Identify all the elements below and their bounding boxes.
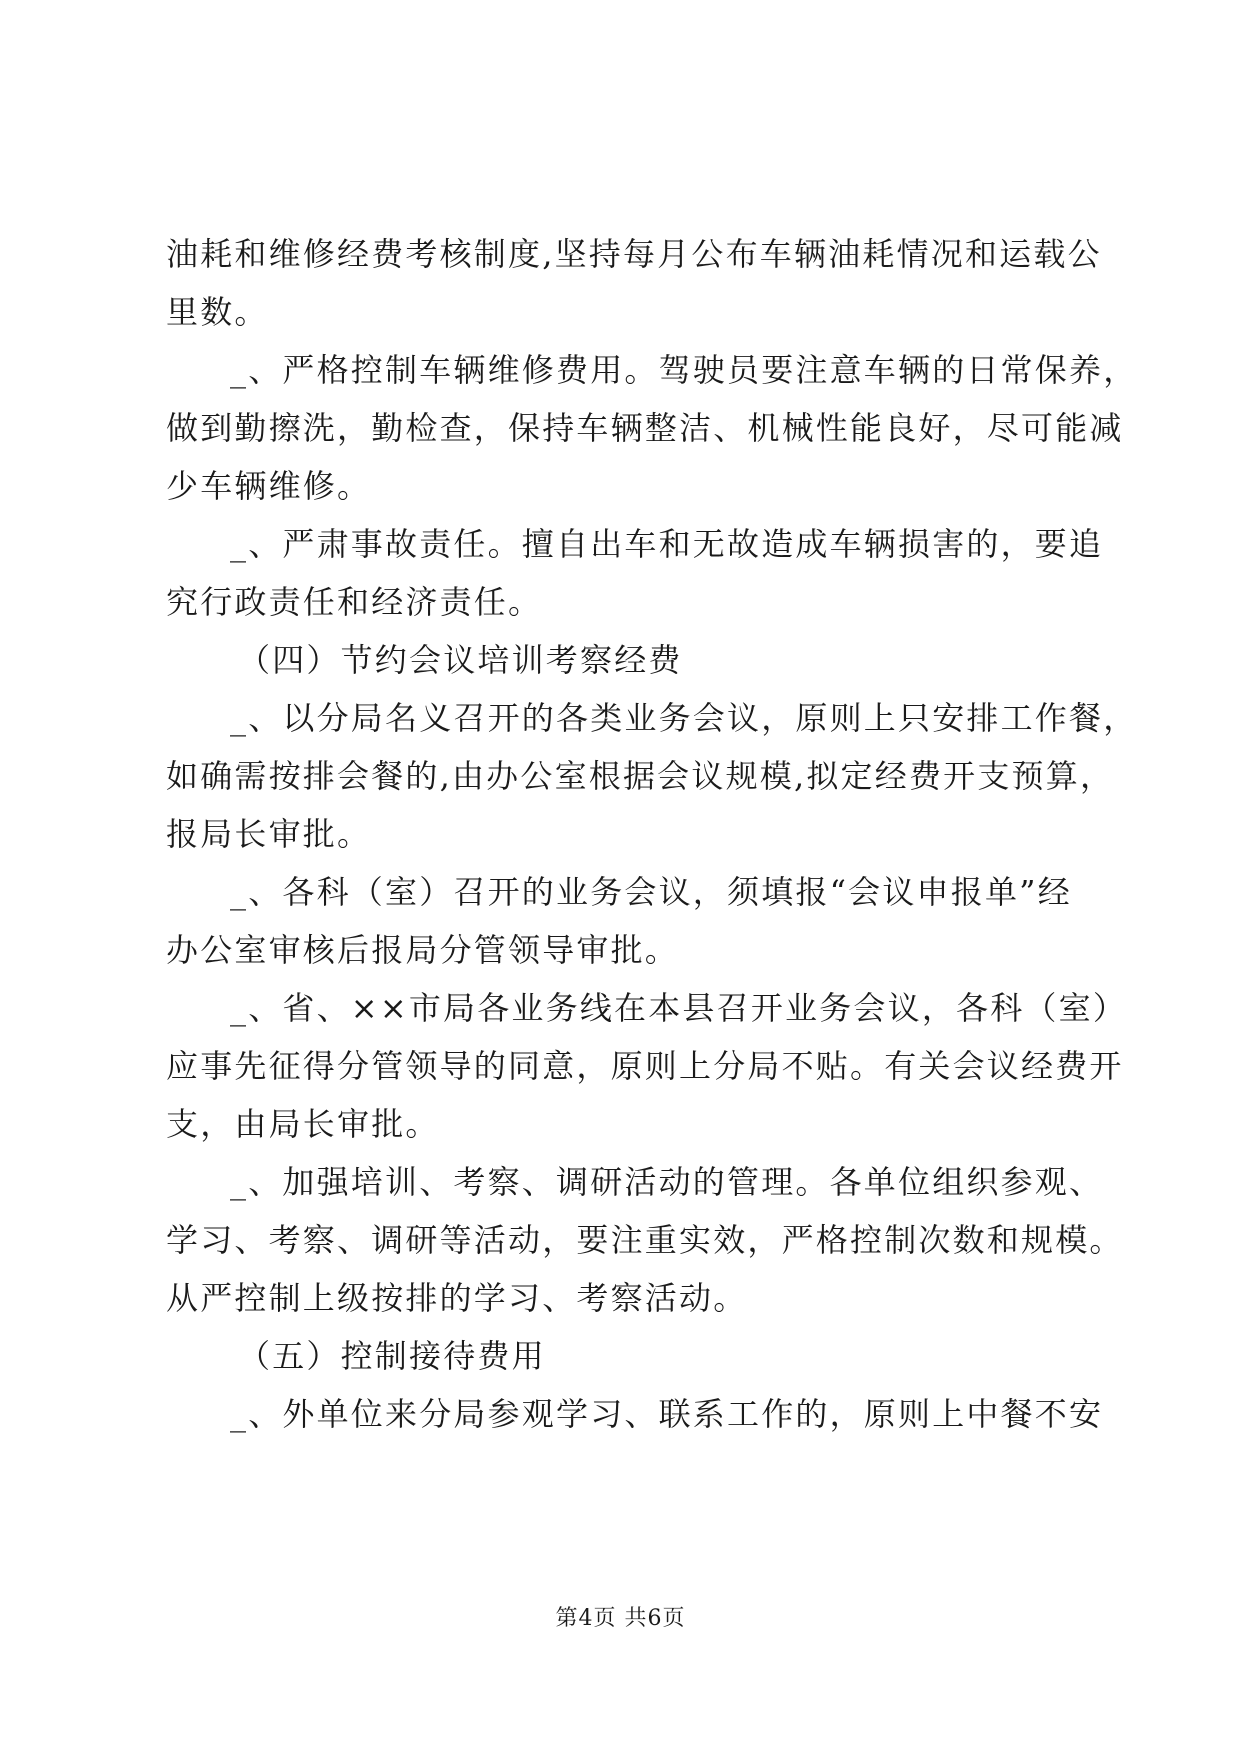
paragraph-start: _、外单位来分局参观学习、联系工作的，原则上中餐不安 <box>230 1395 1104 1433</box>
text-line: 究行政责任和经济责任。 <box>166 583 543 621</box>
paragraph-start: _、严格控制车辆维修费用。驾驶员要注意车辆的日常保养， <box>230 351 1138 389</box>
text-line: 里数。 <box>166 293 269 331</box>
text-line: 学习、考察、调研等活动，要注重实效，严格控制次数和规模。 <box>166 1221 1124 1259</box>
document-body <box>166 225 1138 1443</box>
text-line: 做到勤擦洗，勤检查，保持车辆整洁、机械性能良好，尽可能减 <box>166 409 1124 447</box>
page-number-footer: 第4页 共6页 <box>555 1606 686 1631</box>
text-line: 从严控制上级按排的学习、考察活动。 <box>166 1279 748 1317</box>
paragraph-start: _、严肃事故责任。擅自出车和无故造成车辆损害的，要追 <box>230 525 1104 563</box>
text-line: 支，由局长审批。 <box>166 1105 440 1143</box>
text-line: 如确需按排会餐的,由办公室根据会议规模,拟定经费开支预算， <box>166 757 1115 795</box>
text-line: 办公室审核后报局分管领导审批。 <box>166 931 680 969</box>
text-line: 油耗和维修经费考核制度,坚持每月公布车辆油耗情况和运载公 <box>166 235 1102 273</box>
paragraph-start: _、加强培训、考察、调研活动的管理。各单位组织参观、 <box>230 1163 1104 1201</box>
text-line: 少车辆维修。 <box>166 467 372 505</box>
paragraph-start: _、以分局名义召开的各类业务会议，原则上只安排工作餐， <box>230 699 1138 737</box>
section-heading: （五）控制接待费用 <box>238 1337 546 1375</box>
paragraph-start: _、各科（室）召开的业务会议，须填报“会议申报单”经 <box>230 873 1072 911</box>
text-line: 应事先征得分管领导的同意，原则上分局不贴。有关会议经费开 <box>166 1047 1124 1085</box>
text-line: 报局长审批。 <box>166 815 372 853</box>
paragraph-start: _、省、××市局各业务线在本县召开业务会议，各科（室） <box>230 989 1128 1027</box>
section-heading: （四）节约会议培训考察经费 <box>238 641 683 679</box>
